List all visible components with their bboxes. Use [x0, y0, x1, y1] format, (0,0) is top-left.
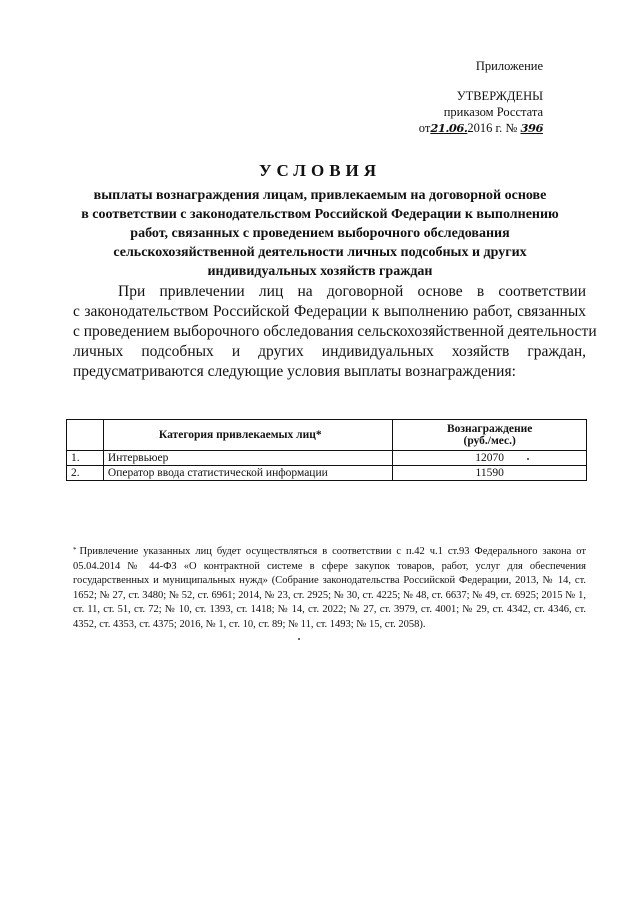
date-year: 2016 г. №: [467, 121, 518, 135]
header-category: Категория привлекаемых лиц*: [103, 420, 392, 451]
footnote: [73, 545, 586, 632]
row-amount: 11590: [393, 466, 587, 481]
row-number: 1.: [67, 451, 104, 466]
conditions-table: [66, 419, 587, 481]
order-date-line: [373, 120, 543, 136]
subtitle-line: выплаты вознаграждения лицам, привлекаемым на договорной основе: [93, 188, 547, 203]
table-row: [67, 466, 587, 481]
body-line: При привлечении лиц на договорной основе в соответствии: [118, 283, 586, 300]
body-line: личных подсобных и других индивидуальных хозяйств граждан,: [73, 343, 586, 360]
date-prefix: от: [418, 121, 431, 135]
scan-speck: [527, 458, 529, 460]
subtitle-line: индивидуальных хозяйств граждан: [207, 264, 433, 279]
body-line: с законодательством Российской Федерации к выполнению работ, связанных: [73, 303, 586, 320]
row-amount: 12070: [393, 451, 587, 466]
header-amount-unit: (руб./мес.): [463, 435, 516, 447]
subtitle-line: в соответствии с законодательством Российской Федерации к выполнению: [81, 207, 559, 222]
document-subtitle: [60, 186, 580, 281]
footnote-marker: *: [73, 546, 77, 554]
table-header-row: [67, 420, 587, 451]
subtitle-line: работ, связанных с проведением выборочного обследования: [130, 226, 510, 241]
footnote-text: Привлечение указанных лиц будет осуществляться в соответствии с п.42 ч.1 ст.93 Федерального закона от 05.04.2014 № 44-ФЗ «О контрактной системе в сфере закупок товаров, работ, услуг для обеспечения государственных и муниципальных нужд» (Собрание законодательства Российской Федерации, 2013, № 14, ст. 1652; № 27, ст. 3480; № 52, ст. 6961; 2014, № 23, ст. 2925; № 30, ст. 4225; № 48, ст. 6637; № 49, ст. 6925; 2015 № 1, ст. 11, ст. 51, ст. 72; № 10, ст. 1393, ст. 1418; № 14, ст. 2022; № 27, ст. 3979, ст. 4001; № 29, ст. 4342, ст. 4346, ст. 4352, ст. 4353, ст. 4375; 2016, № 1, ст. 10, ст. 89; № 11, ст. 1493; № 15, ст. 2058).: [73, 546, 586, 630]
header-amount-line: Вознаграждение: [446, 423, 533, 435]
subtitle-line: сельскохозяйственной деятельности личных подсобных и других: [113, 245, 527, 260]
body-paragraph: [73, 282, 597, 382]
handwritten-date: 21.06.: [430, 121, 468, 135]
header-amount: [393, 420, 587, 451]
row-number: 2.: [67, 466, 104, 481]
scan-speck: [298, 638, 300, 640]
table-row: [67, 451, 587, 466]
appendix-label: Приложение: [475, 59, 543, 73]
document-title: УСЛОВИЯ: [258, 161, 382, 180]
body-line: предусматриваются следующие условия выплаты вознаграждения:: [73, 363, 516, 380]
header-number: [67, 420, 104, 451]
approval-block: [373, 58, 543, 136]
body-line: с проведением выборочного обследования сельскохозяйственной деятельности: [73, 323, 597, 340]
row-category: Интервьюер: [103, 451, 392, 466]
approved-label: УТВЕРЖДЕНЫ: [456, 89, 543, 103]
handwritten-order-number: 396: [520, 121, 543, 135]
row-category: Оператор ввода статистической информации: [103, 466, 392, 481]
order-reference: приказом Росстата: [443, 105, 543, 119]
